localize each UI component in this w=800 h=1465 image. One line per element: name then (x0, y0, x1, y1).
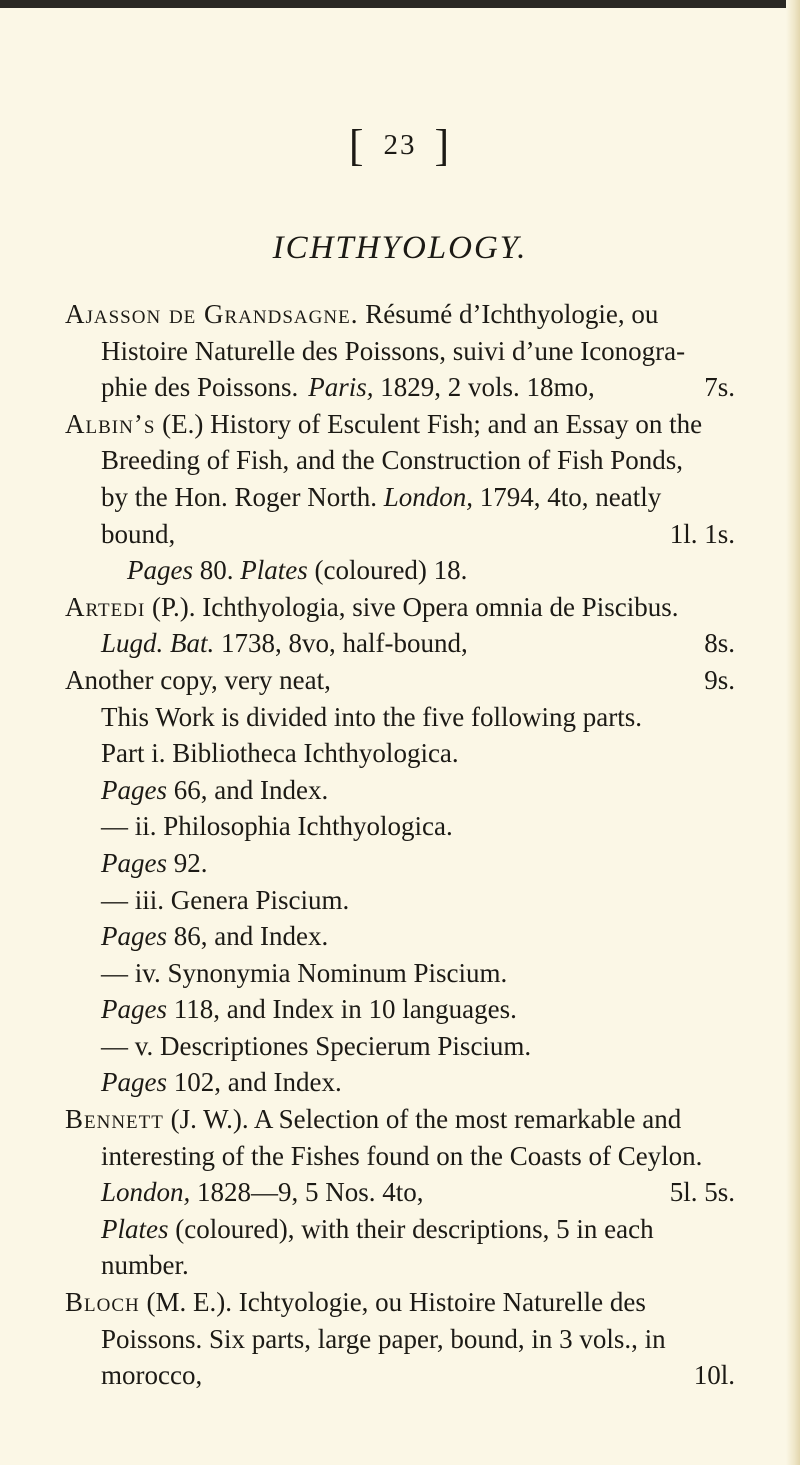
entry-artedi-part-1-pages: Pages 66, and Index. (101, 774, 329, 805)
entry-author: Artedi (65, 591, 146, 622)
entry-bennett-note: Plates (coloured), with their descriptions, 5 in each (101, 1213, 654, 1244)
entry-artedi-part-4-pages: Pages 118, and Index in 10 languages. (101, 994, 517, 1025)
entry-bennett-line-1: Bennett (J. W.). A Selection of the most remarkable and (65, 1104, 682, 1135)
entry-price: 5l. 5s. (669, 1177, 735, 1208)
section-heading: ICHTHYOLOGY. (272, 230, 528, 266)
entry-artedi-part-4: — iv. Synonymia Nominum Piscium. (101, 957, 508, 988)
entry-albin-line-1: Albin’s (E.) History of Esculent Fish; and an Essay on the (65, 408, 703, 439)
entry-ajasson-line-3: phie des Poissons. Paris, 1829, 2 vols. 18mo, 7s. (65, 369, 735, 406)
entry-albin-line-4: bound, 1l. 1s. (65, 516, 735, 553)
entry-author: Albin’s (65, 408, 156, 439)
entry-albin-line-3: by the Hon. Roger North. London, 1794, 4to, neatly (101, 481, 662, 512)
entry-author: Bennett (65, 1104, 164, 1135)
entry-bloch-line-3: morocco, 10l. (65, 1357, 735, 1394)
entry-artedi-description: This Work is divided into the five following parts. (101, 701, 643, 732)
catalog-entries (65, 296, 735, 1394)
entry-albin-note: Pages 80. Plates (coloured) 18. (127, 555, 468, 586)
entry-ajasson-line-2: Histoire Naturelle des Poissons, suivi d’une Iconogra- (101, 335, 686, 366)
entry-artedi-part-3-pages: Pages 86, and Index. (101, 921, 329, 952)
entry-artedi-another-copy: Another copy, very neat, 9s. (65, 662, 735, 699)
entry-bennett-line-3: London, 1828—9, 5 Nos. 4to, 5l. 5s. (65, 1174, 735, 1211)
entry-artedi-part-2: — ii. Philosophia Ichthyologica. (101, 811, 453, 842)
entry-author: Ajasson de Grandsagne. (65, 299, 359, 329)
entry-price: 7s. (704, 372, 735, 403)
entry-artedi-part-1: Part i. Bibliotheca Ichthyologica. (101, 738, 459, 769)
page-number: [ 23 ] (348, 121, 452, 170)
entry-bloch-line-1: Bloch (M. E.). Ichtyologie, ou Histoire Naturelle des (65, 1287, 646, 1318)
entry-artedi-line-1: Artedi (P.). Ichthyologia, sive Opera omnia de Piscibus. (65, 591, 679, 622)
entry-artedi-part-5: — v. Descriptiones Specierum Piscium. (101, 1030, 532, 1061)
entry-author: Bloch (65, 1287, 140, 1318)
entry-albin-line-2: Breeding of Fish, and the Construction of Fish Ponds, (101, 445, 683, 476)
entry-artedi-part-2-pages: Pages 92. (101, 847, 208, 878)
entry-bennett-note-cont: number. (101, 1250, 189, 1281)
entry-price: 10l. (693, 1360, 735, 1391)
entry-price: 1l. 1s. (669, 518, 735, 549)
entry-bennett-line-2: interesting of the Fishes found on the Coasts of Ceylon. (101, 1140, 703, 1171)
entry-price: 8s. (704, 628, 735, 659)
entry-artedi-line-2: Lugd. Bat. 1738, 8vo, half-bound, 8s. (65, 625, 735, 662)
entry-ajasson-line-1: Ajasson de Grandsagne. Résumé d’Ichthyologie, ou (65, 299, 659, 329)
entry-bloch-line-2: Poissons. Six parts, large paper, bound, in 3 vols., in (101, 1323, 666, 1354)
entry-price: 9s. (704, 664, 735, 695)
entry-artedi-part-5-pages: Pages 102, and Index. (101, 1067, 342, 1098)
entry-artedi-part-3: — iii. Genera Piscium. (101, 884, 350, 915)
